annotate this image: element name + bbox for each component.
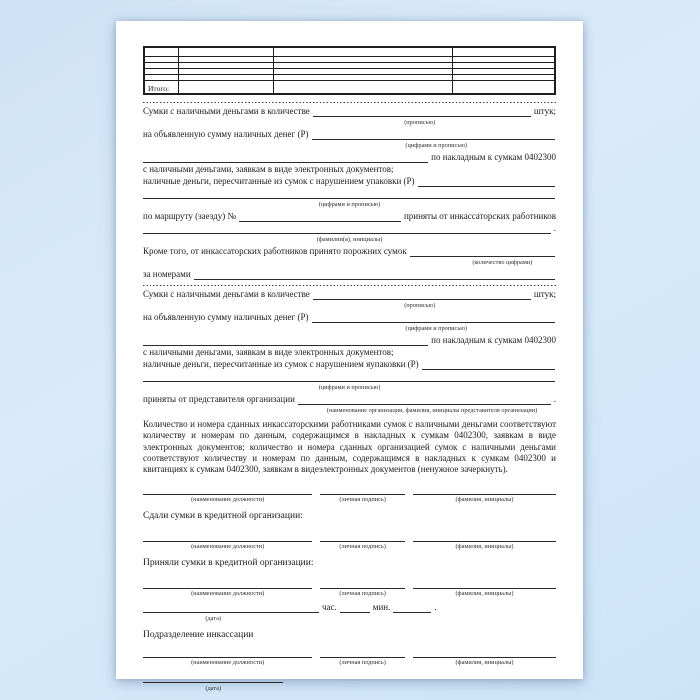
signature-lines — [143, 576, 556, 589]
caption-data: (дата) — [205, 615, 222, 623]
table-cell — [273, 80, 452, 94]
edocs-label: с наличными деньгами, заявкам в виде электронных документов; — [143, 164, 394, 174]
caption-data: (дата) — [205, 685, 222, 693]
table-cell — [273, 47, 452, 56]
caption-familii: (фамилии(я), инициалы) — [316, 236, 383, 243]
bags-count-line-2 — [143, 288, 556, 300]
edocs-line-2 — [143, 346, 556, 358]
position-blank — [143, 485, 312, 495]
recount-label: наличные деньги, пересчитанные из сумок с нарушением упаковки (Р) — [143, 176, 415, 186]
position-blank — [143, 532, 312, 542]
route-label: по маршруту (заезду) № — [143, 211, 237, 221]
caption-cifry-propis: (цифрами и прописью) — [405, 142, 468, 149]
declared-sum-blank — [312, 130, 556, 140]
caption-cifry-propis: (цифрами и прописью) — [405, 325, 468, 332]
caption-row — [143, 199, 556, 210]
caption-dolzhnost: (наименование должности) — [191, 590, 265, 598]
caption-row — [143, 140, 556, 151]
caption-row — [143, 613, 556, 624]
signature-blank — [320, 579, 405, 589]
recount-line-2 — [143, 358, 556, 370]
dotted-separator — [143, 284, 556, 286]
table-cell — [144, 47, 179, 56]
position-blank — [143, 648, 312, 658]
table-cell — [179, 80, 274, 94]
name-blank — [413, 532, 556, 542]
hours-label: час. — [322, 602, 337, 613]
accepted-from-org-label: приняты от представителя организации — [143, 394, 295, 404]
signature-lines — [143, 529, 556, 542]
recount-blank — [418, 177, 555, 187]
invoice-label: по накладным к сумкам 0402300 — [431, 152, 556, 162]
recount-line — [143, 175, 556, 187]
recount-blank — [422, 360, 555, 370]
table-cell — [179, 47, 274, 56]
caption-fam-init: (фамилия, инициалы) — [455, 659, 514, 667]
bags-count-unit: штук; — [533, 106, 556, 116]
caption-row — [143, 683, 556, 694]
bags-count-line — [143, 105, 556, 117]
caption-row — [143, 257, 556, 268]
declared-sum-label: на объявленную сумму наличных денег (Р) — [143, 312, 309, 322]
caption-podpis: (личная подпись) — [339, 590, 386, 598]
empty-bags-label: Кроме того, от инкассаторских работников принято порожних сумок — [143, 246, 407, 256]
document-page — [116, 21, 583, 693]
caption-row — [143, 300, 556, 311]
period-mark: . — [553, 223, 556, 233]
bag-numbers-label: за номерами — [143, 269, 191, 279]
signature-block — [143, 482, 556, 505]
caption-row — [143, 117, 556, 128]
bags-count-label: Сумки с наличными деньгами в количестве — [143, 106, 310, 116]
collectors-names-line — [143, 222, 556, 234]
signature-lines — [143, 482, 556, 495]
signature-labels — [143, 495, 556, 505]
table-cell — [452, 47, 555, 56]
final-date-blank — [143, 673, 283, 683]
declared-sum-line — [143, 128, 556, 140]
dotted-separator — [143, 101, 556, 103]
signature-blank — [320, 648, 405, 658]
bags-count-label: Сумки с наличными деньгами в количестве — [143, 289, 310, 299]
caption-dolzhnost: (наименование должности) — [191, 543, 265, 551]
bags-count-blank — [313, 107, 531, 117]
signature-lines — [143, 645, 556, 658]
signature-block — [143, 576, 556, 599]
continuation-line — [143, 187, 556, 199]
route-accepted-label: приняты от инкассаторских работников — [403, 211, 556, 221]
name-blank — [413, 648, 556, 658]
caption-row — [143, 405, 556, 416]
bags-count-blank — [313, 290, 531, 300]
accepted-from-org-line — [143, 393, 556, 405]
collectors-names-blank — [143, 224, 551, 234]
position-blank — [143, 579, 312, 589]
empty-bags-line — [143, 245, 556, 257]
invoice-line — [143, 151, 556, 163]
time-line — [143, 601, 556, 613]
totals-label-cell: Итого: — [144, 80, 179, 94]
declared-sum-line-2 — [143, 311, 556, 323]
caption-dolzhnost: (наименование должности) — [191, 496, 265, 504]
edocs-line — [143, 163, 556, 175]
received-heading: Приняли сумки в кредитной организации: — [143, 558, 314, 569]
caption-dolzhnost: (наименование должности) — [191, 659, 265, 667]
invoice-label: по накладным к сумкам 0402300 — [431, 335, 556, 345]
bag-numbers-blank — [194, 270, 555, 280]
org-name-blank — [298, 395, 551, 405]
invoice-blank — [143, 336, 428, 346]
minutes-label: мин. — [372, 602, 391, 613]
caption-row — [143, 234, 556, 245]
signature-labels — [143, 542, 556, 552]
hours-blank — [340, 603, 370, 613]
caption-propisyu: (прописью) — [404, 302, 436, 309]
signature-block — [143, 529, 556, 552]
signature-blank — [320, 532, 405, 542]
caption-fam-init: (фамилия, инициалы) — [455, 543, 514, 551]
caption-podpis: (личная подпись) — [339, 543, 386, 551]
caption-podpis: (личная подпись) — [339, 496, 386, 504]
legal-paragraph: Количество и номера сданных инкассаторскими работниками сумок с наличными деньгами соответствуют количеству и номерам по данным, содержащимся в накладных к сумкам 0402300, заявкам в виде электронных документов; количество и номера сданных организацией сумок с наличными деньгами соответствуют количеству и номерам по данным, содержащимся в накладных к сумкам 0402300 и квитанциях к сумкам 0402300, заявкам в видеэлектронных документов (ненужное зачеркнуть). — [143, 419, 556, 475]
caption-podpis: (личная подпись) — [339, 659, 386, 667]
caption-cifry-propis: (цифрами и прописью) — [318, 384, 381, 391]
caption-cifry-propis: (цифрами и прописью) — [318, 201, 381, 208]
caption-org: (наименование организации, фамилия, инициалы представителя организации) — [326, 407, 538, 414]
date-blank — [143, 603, 319, 613]
signature-blank — [320, 485, 405, 495]
invoice-blank — [143, 153, 428, 163]
route-number-blank — [239, 212, 401, 222]
period-mark: . — [553, 394, 556, 404]
continuation-blank — [143, 372, 555, 382]
continuation-line-2 — [143, 370, 556, 382]
form-content — [116, 21, 583, 694]
declared-sum-label: на объявленную сумму наличных денег (Р) — [143, 129, 309, 139]
empty-bags-blank — [410, 247, 555, 257]
delivered-heading: Сдали сумки в кредитной организации: — [143, 511, 303, 522]
name-blank — [413, 485, 556, 495]
table-cell — [452, 80, 555, 94]
signature-labels — [143, 658, 556, 668]
invoice-line-2 — [143, 334, 556, 346]
continuation-blank — [143, 189, 555, 199]
caption-kolichestvo: (количество цифрами) — [472, 259, 533, 266]
signature-block — [143, 645, 556, 668]
table-totals-row — [144, 80, 555, 94]
name-blank — [413, 579, 556, 589]
bags-count-unit: штук; — [533, 289, 556, 299]
caption-row — [143, 382, 556, 393]
final-date-line — [143, 671, 556, 683]
declared-sum-blank — [312, 313, 556, 323]
summary-table — [143, 46, 556, 95]
table-row — [144, 47, 555, 56]
caption-propisyu: (прописью) — [404, 119, 436, 126]
caption-fam-init: (фамилия, инициалы) — [455, 496, 514, 504]
division-heading: Подразделение инкассации — [143, 630, 254, 641]
edocs-label: с наличными деньгами, заявкам в виде электронных документов; — [143, 347, 394, 357]
signature-labels — [143, 589, 556, 599]
recount-label: наличные деньги, пересчитанные из сумок с нарушением яупаковки (Р) — [143, 359, 419, 369]
period-mark: . — [434, 602, 437, 613]
bag-numbers-line — [143, 268, 556, 280]
minutes-blank — [393, 603, 431, 613]
caption-fam-init: (фамилия, инициалы) — [455, 590, 514, 598]
caption-row — [143, 323, 556, 334]
route-line — [143, 210, 556, 222]
